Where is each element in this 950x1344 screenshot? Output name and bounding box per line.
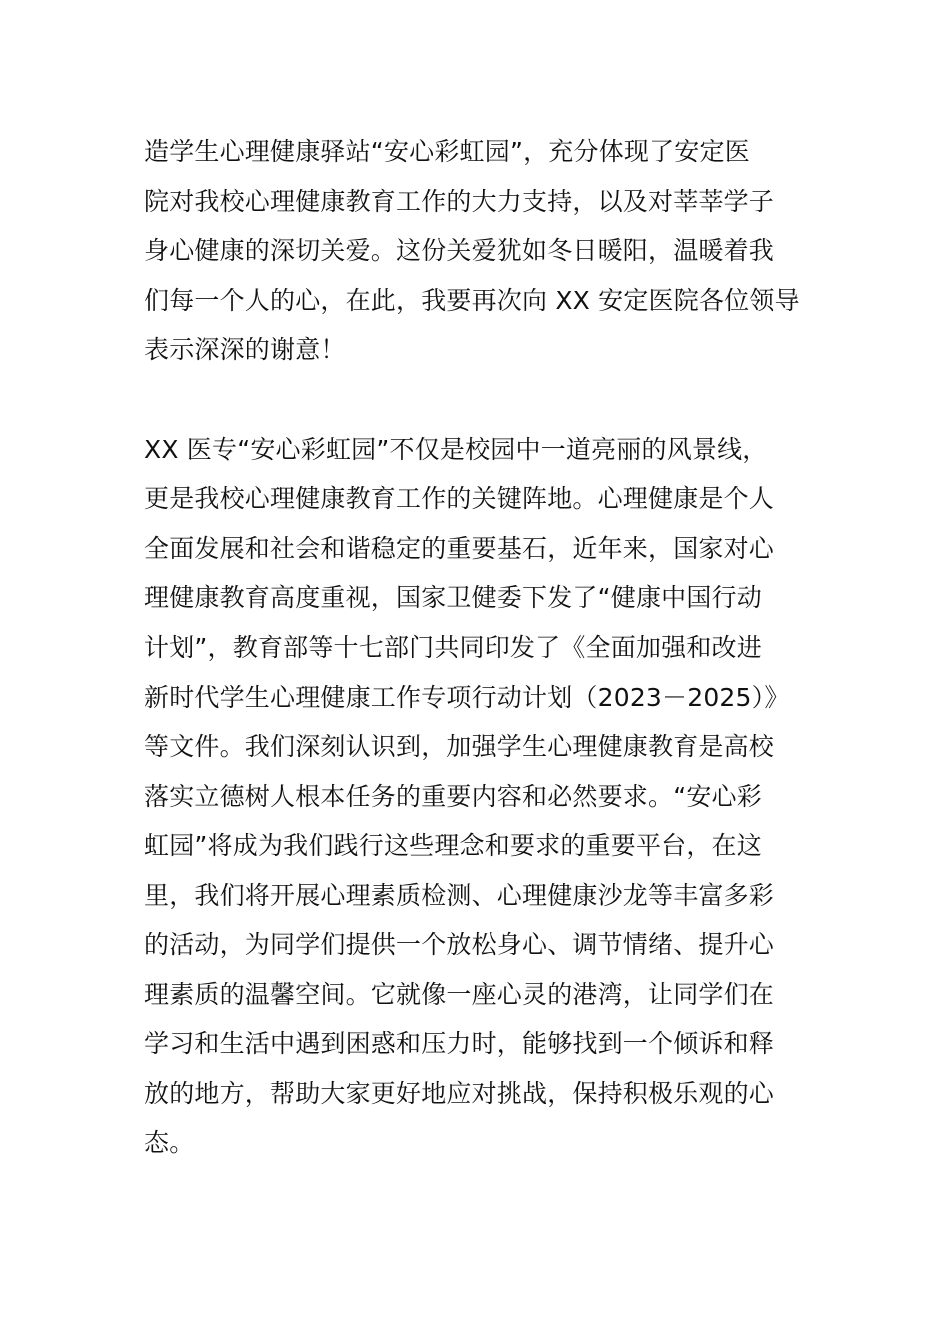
paragraph-2-line: 态。 <box>144 1128 195 1157</box>
paragraph-2-line: 放的地方，帮助大家更好地应对挑战，保持积极乐观的心 <box>144 1079 775 1108</box>
paragraph-1-line: 身心健康的深切关爱。这份关爱犹如冬日暖阳，温暖着我 <box>144 236 775 265</box>
paragraph-1-line: 造学生心理健康驿站“安心彩虹园”，充分体现了安定医 <box>144 137 750 166</box>
paragraph-1-line: 表示深深的谢意！ <box>144 335 346 364</box>
paragraph-2-line: 等文件。我们深刻认识到，加强学生心理健康教育是高校 <box>144 732 775 761</box>
paragraph-2-line: XX 医专“安心彩虹园”不仅是校园中一道亮丽的风景线， <box>144 435 768 464</box>
paragraph-2-line: 学习和生活中遇到困惑和压力时，能够找到一个倾诉和释 <box>144 1029 775 1058</box>
paragraph-2-line: 理素质的温馨空间。它就像一座心灵的港湾，让同学们在 <box>144 980 775 1009</box>
paragraph-2-line: 更是我校心理健康教育工作的关键阵地。心理健康是个人 <box>144 484 775 513</box>
paragraph-1-line: 们每一个人的心，在此，我要再次向 XX 安定医院各位领导 <box>144 286 800 315</box>
paragraph-1-line: 院对我校心理健康教育工作的大力支持，以及对莘莘学子 <box>144 187 775 216</box>
paragraph-2-line: 理健康教育高度重视，国家卫健委下发了“健康中国行动 <box>144 583 762 612</box>
paragraph-2-line: 全面发展和社会和谐稳定的重要基石，近年来，国家对心 <box>144 534 775 563</box>
paragraph-2-line: 虹园”将成为我们践行这些理念和要求的重要平台，在这 <box>144 831 762 860</box>
paragraph-2-line: 里，我们将开展心理素质检测、心理健康沙龙等丰富多彩 <box>144 881 775 910</box>
paragraph-2-line: 落实立德树人根本任务的重要内容和必然要求。“安心彩 <box>144 782 762 811</box>
paragraph-2-line: 新时代学生心理健康工作专项行动计划（2023－2025）》 <box>144 683 790 712</box>
paragraph-2-line: 的活动，为同学们提供一个放松身心、调节情绪、提升心 <box>144 930 775 959</box>
paragraph-2-line: 计划”，教育部等十七部门共同印发了《全面加强和改进 <box>144 633 762 662</box>
